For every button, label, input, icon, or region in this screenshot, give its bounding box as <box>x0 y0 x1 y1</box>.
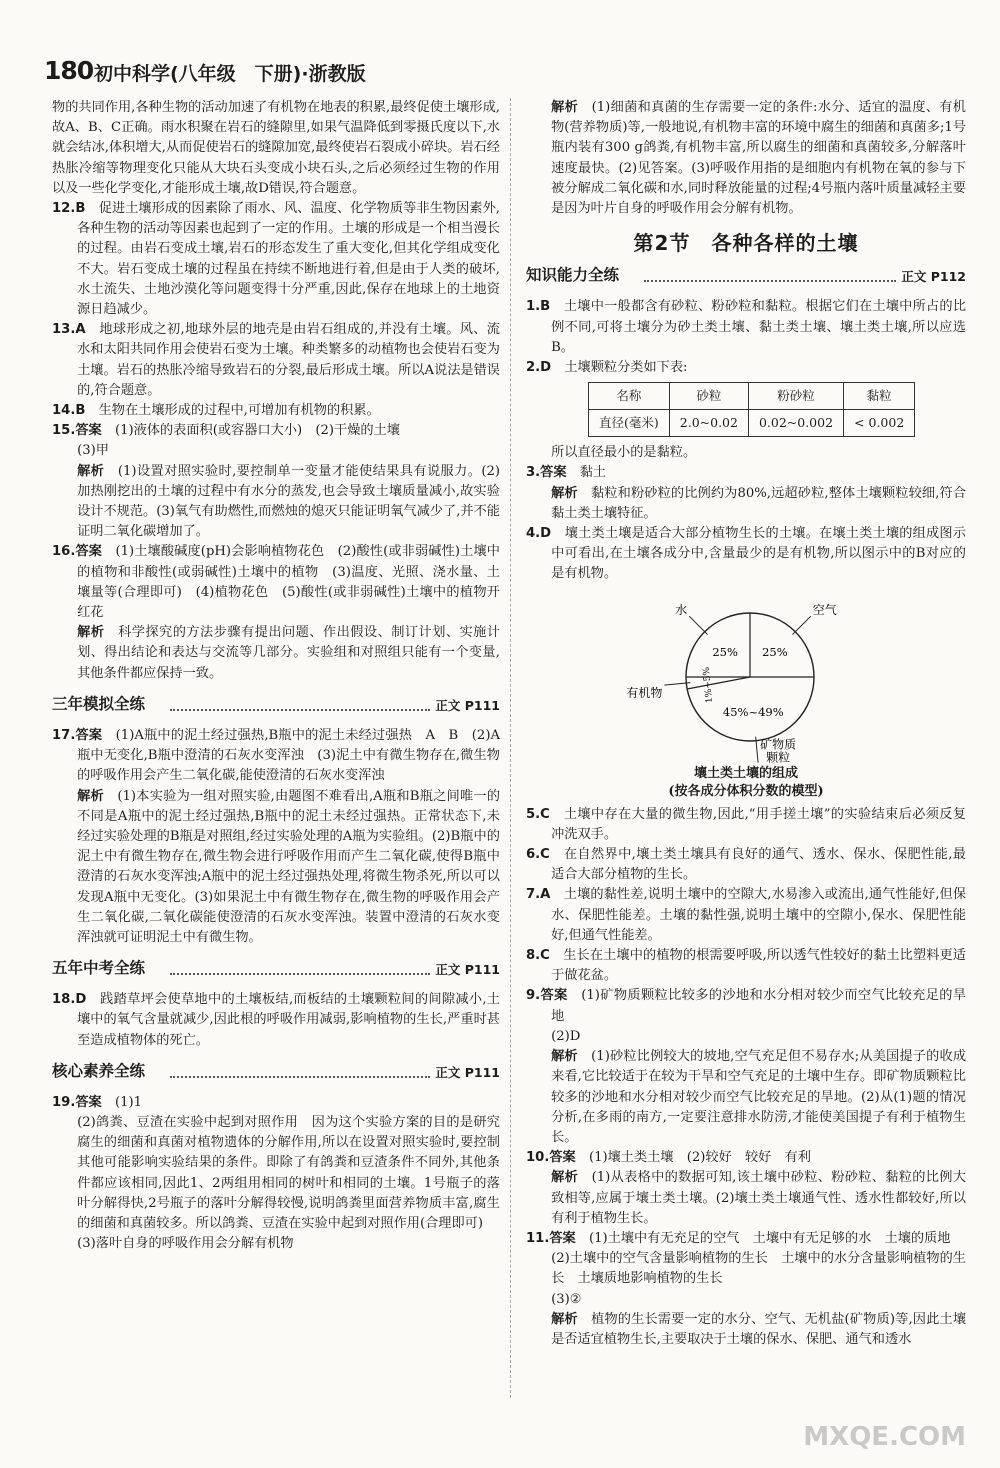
analysis-11: 解析 植物的生长需要一定的水分、空气、无机盐(矿物质)等,因此土壤是否适宜植物生长,主要取决于土壤的保水、保肥、通气和透水 <box>551 1311 967 1347</box>
pie-slice-name-label: 空气 <box>812 602 837 617</box>
analysis-19: 解析 (1)细菌和真菌的生存需要一定的条件:水分、适宜的温度、有机物(营养物质)等,一般地说,有机物丰富的环境中腐生的细菌和真菌多;1号瓶内装有300 g鸽粪,有机物丰富,所以腐生的细菌和真菌较多,分解落叶速度最快。(2)见答案。(3)呼吸作用指的是细胞内有机物在氧的参与下被分解成二氧化碳和水,同时释放能量的过程;4号瓶内落叶质量减轻主要是因为叶片自身的呼吸作用会分解有机物。 <box>551 100 966 217</box>
pie-leader-line <box>792 616 810 634</box>
paragraph: 物的共同作用,各种生物的活动加速了有机物在地表的积累,最终促使土壤形成,故A、B、C正确。雨水积聚在岩石的缝隙里,如果气温降低到零摄氏度以下,水就会结冰,体积增大,从而促使岩石的缝隙加宽,最终使岩石裂成小碎块。岩石经热胀冷缩等物理变化只能从大块石头变成小块石头,之后必须经过生物的作用以及一些化学变化,才能形成土壤,故D错误,符合题意。 <box>52 100 500 196</box>
pie-leader-line <box>689 616 707 634</box>
pie-slice-value-label: 25% <box>762 644 788 659</box>
pie-slice-name-label: 水 <box>675 602 688 617</box>
answer-19-part2: (2)鸽粪、豆渣在实验中起到对照作用 因为这个实验方案的目的是研究腐生的细菌和真菌对植物遗体的分解作用,所以在设置对照实验时,要控制其他可能影响实验结果的条件。即除了有鸽粪和豆渣条件不同外,其他条件都应该相同,因此1、2两组用相同的树叶和相同的土壤。1号瓶子的落叶分解得快,2号瓶子的落叶分解得较慢,说明鸽粪里面营养物质丰富,腐生的细菌和真菌较多。所以鸽粪、豆渣在实验中起到对照作用(合理即可) <box>77 1114 500 1231</box>
answer-11-part3: (3)② <box>551 1291 582 1307</box>
answer-11-part2: (2)土壤中的空气含量影响植物的生长 土壤中的水分含量影响植物的生长 土壤质地影响植物的生长 <box>551 1251 966 1287</box>
pie-slice-value-label: 1%~5% <box>701 666 716 704</box>
chart-caption <box>526 765 966 801</box>
section-header-knowledge: 知识能力全练 正文 P112 <box>526 266 966 285</box>
section-header-five-year: 五年中考全练 正文 P111 <box>52 959 500 978</box>
answer-16: 16.答案 (1)土壤酸碱度(pH)会影响植物花色 (2)酸性(或非弱碱性)土壤中的植物和非酸性(或弱碱性)土壤中的植物 (3)温度、光照、浇水量、土壤量等(合理即可) (4)植物花色 (5)酸性(或非弱碱性)土壤中的植物开红花 <box>52 544 500 621</box>
pie-slice-name-label: 有机物 <box>626 685 663 700</box>
answer-5: 5.C 土壤中存在大量的微生物,因此,“用手搓土壤”的实验结束后必须反复冲洗双手。 <box>526 806 967 842</box>
page-number: 180 <box>44 56 94 85</box>
analysis-9: 解析 (1)砂粒比例较大的坡地,空气充足但不易存水;从美国提子的收成来看,它比较适于在较为干旱和空气充足的土壤中生存。即矿物质颗粒比较多的沙地和水分相对较少而空气比较充足的旱地。(2)从(1)题的情况分析,在多雨的南方,一定要注意排水防涝,才能使美国提子有利于植物生长。 <box>551 1049 967 1145</box>
answer-1: 1.B 土壤中一般都含有砂粒、粉砂粒和黏粒。根据它们在土壤中所占的比例不同,可将土壤分为砂土类土壤、黏土类土壤、壤土类土壤,所以应选B。 <box>526 299 967 355</box>
table-header-cell: 砂粒 <box>669 383 748 410</box>
answer-2: 2.D 土壤颗粒分类如下表: <box>526 360 688 376</box>
analysis-15: 解析 (1)设置对照实验时,要控制单一变量才能使结果具有说服力。(2)加热刚挖出的土壤的过程中有水分的蒸发,也会导致土壤质量减小,故实验设计不规范。(3)氧气有助燃性,而燃烛的熄灭只能证明氧气减少了,并不能证明二氧化碳增加了。 <box>77 463 500 540</box>
table-row <box>589 383 915 410</box>
answer-17: 17.答案 (1)A瓶中的泥土经过强热,B瓶中的泥土未经过强热 A B (2)A瓶中无变化,B瓶中澄清的石灰水变浑浊 (3)泥土中有微生物存在,微生物的呼吸作用会产生二氧化碳,能使澄清的石灰水变浑浊 <box>52 727 500 784</box>
table-header-cell: 黏粒 <box>844 383 915 410</box>
section-header-core-literacy: 核心素养全练 正文 P111 <box>52 1061 500 1080</box>
answer-7: 7.A 土壤的黏性差,说明土壤中的空隙大,水易渗入或流出,通气性能好,但保水、保肥性能差。土壤的黏性强,说明土壤中的空隙小,保水、保肥性能好,但通气性能差。 <box>526 887 967 943</box>
answer-3: 3.答案 黏土 <box>526 465 607 481</box>
answer-19: 19.答案 (1)1 <box>52 1094 143 1110</box>
analysis-17: 解析 (1)本实验为一组对照实验,由题图不难看出,A瓶和B瓶之间唯一的不同是A瓶中的泥土经过强热,B瓶中的泥土未经过强热。正常状态下,未经过实验处理的B瓶是对照组,经过实验处理的A瓶为实验组。(2)B瓶中的泥土中有微生物存在,微生物会进行呼吸作用而产生二氧化碳,使得B瓶中澄清的石灰水变浑浊;A瓶中的泥土经过强热处理,将微生物杀死,所以可以发现A瓶中无变化。(3)如果泥土中有微生物存在,微生物的呼吸作用会产生二氧化碳,二氧化碳能使澄清的石灰水变浑浊。装置中澄清的石灰水变浑浊就可证明泥土中有微生物。 <box>77 788 501 945</box>
table-row <box>589 410 915 437</box>
table-cell: 0.02~0.002 <box>748 410 843 437</box>
soil-composition-pie-chart <box>626 589 870 765</box>
page-header <box>44 56 956 90</box>
answer-2-conclusion: 所以直径最小的是黏粒。 <box>551 445 697 461</box>
soil-particle-table <box>588 382 915 437</box>
analysis-3: 解析 黏粒和粉砂粒的比例约为80%,远超砂粒,整体土壤颗粒较细,符合黏土类土壤特征。 <box>551 485 967 521</box>
pie-slice-name-label: 矿物质颗粒 <box>760 737 797 765</box>
answer-9: 9.答案 (1)矿物质颗粒比较多的沙地和水分相对较少而空气比较充足的旱地 <box>526 988 967 1024</box>
answer-13: 13.A 地球形成之初,地球外层的地壳是由岩石组成的,并没有土壤。风、流水和太阳共同作用会使岩石变为土壤。种类繁多的动植物也会使岩石变为土壤。岩石的热胀冷缩导致岩石的分裂,最后形成土壤。所以A说法是错误的,符合题意。 <box>52 322 500 398</box>
analysis-16: 解析 科学探究的方法步骤有提出问题、作出假设、制订计划、实施计划、得出结论和表达与交流等几部分。实验组和对照组只能有一个变量,其他条件都应保持一致。 <box>77 625 501 681</box>
answer-18: 18.D 践踏草坪会使草地中的土壤板结,而板结的土壤颗粒间的间隙减小,土壤中的氧气含量就减少,因此根的呼吸作用减弱,影响植物的生长,严重时甚至造成植物体的死亡。 <box>52 992 500 1048</box>
chapter-title: 第2节 各种各样的土壤 <box>633 231 859 256</box>
pie-slice-value-label: 25% <box>712 644 738 659</box>
pie-slice-boundary <box>687 677 750 689</box>
watermark: MXQE.COM <box>803 1422 966 1452</box>
analysis-10: 解析 (1)从表格中的数据可知,该土壤中砂粒、粉砂粒、黏粒的比例大致相等,应属于壤土类土壤。(2)壤土类土壤通气性、透水性都较好,所以有利于植物生长。 <box>551 1170 967 1226</box>
answer-19-part3: (3)落叶自身的呼吸作用会分解有机物 <box>77 1236 294 1252</box>
answer-15: 15.答案 (1)液体的表面积(或容器口大小) (2)干燥的土壤 <box>52 423 400 439</box>
answer-9-part2: (2)D <box>551 1028 581 1044</box>
section-header-three-year: 三年模拟全练 正文 P111 <box>52 694 500 713</box>
answer-12: 12.B 促进土壤形成的因素除了雨水、风、温度、化学物质等非生物因素外,各种生物的活动等因素也起到了一定的作用。土壤的形成是一个相当漫长的过程。由岩石变成土壤,岩石的形态发生了重大变化,但其化学组成变化不大。岩石变成土壤的过程虽在持续不断地进行着,但是由于人类的破坏,水土流失、土地沙漠化等问题变得十分严重,因此,保存在地球上的土地资源日趋减少。 <box>52 201 500 318</box>
table-header-cell: 粉砂粒 <box>748 383 843 410</box>
chart-subtitle: (按各成分体积分数的模型) <box>668 783 824 799</box>
book-title: 初中科学(八年级 下册)·浙教版 <box>94 63 366 85</box>
answer-10: 10.答案 (1)壤土类土壤 (2)较好 较好 有利 <box>526 1150 811 1166</box>
answer-14: 14.B 生物在土壤形成的过程中,可增加有机物的积累。 <box>52 403 380 419</box>
chart-title: 壤土类土壤的组成 <box>693 765 798 781</box>
table-cell: < 0.002 <box>844 410 915 437</box>
answer-8: 8.C 生长在土壤中的植物的根需要呼吸,所以透气性较好的黏土比塑料更适于做花盆。 <box>526 948 966 984</box>
answer-4: 4.D 壤土类土壤是适合大部分植物生长的土壤。在壤土类土壤的组成图示中可看出,在土壤各成分中,含量最少的是有机物,所以图示中的B对应的是有机物。 <box>526 526 966 582</box>
table-header-cell: 名称 <box>589 383 670 410</box>
column-divider <box>510 98 511 1398</box>
pie-slice-value-label: 45%~49% <box>722 704 784 719</box>
answer-6: 6.C 在自然界中,壤土类土壤具有良好的通气、透水、保水、保肥性能,最适合大部分植物的生长。 <box>526 847 966 883</box>
table-cell: 直径(毫米) <box>589 410 670 437</box>
answer-11: 11.答案 (1)土壤中有无充足的空气 土壤中有无足够的水 土壤的质地 <box>526 1230 951 1246</box>
table-cell: 2.0~0.02 <box>669 410 748 437</box>
answer-15-part3: (3)甲 <box>77 443 109 459</box>
right-column <box>526 98 966 1350</box>
left-column <box>52 98 500 1254</box>
